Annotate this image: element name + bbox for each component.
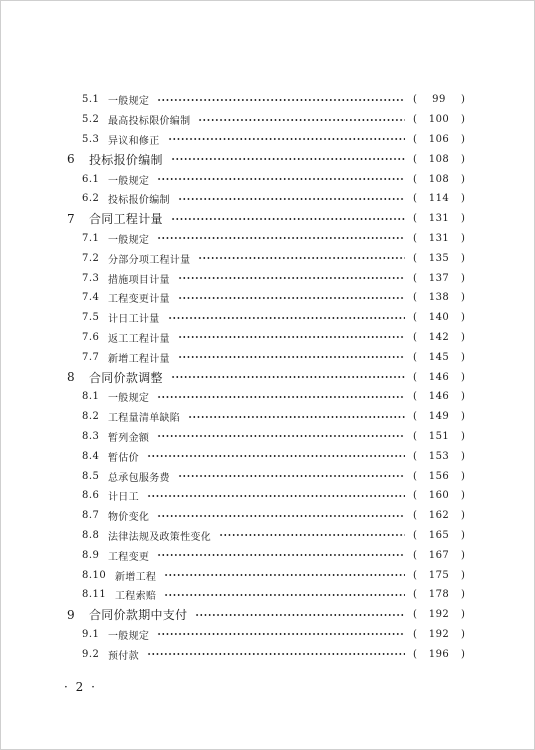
open-paren: ( <box>413 628 417 640</box>
toc-entry-number: 7.6 <box>82 331 100 343</box>
dot-leader <box>198 254 405 262</box>
toc-section-row <box>67 328 467 348</box>
toc-section-row <box>67 526 467 546</box>
open-paren: ( <box>413 252 417 264</box>
toc-page-number: 137 <box>428 272 450 284</box>
close-paren: ) <box>461 94 465 106</box>
close-paren: ) <box>461 648 465 660</box>
open-paren: ( <box>413 232 417 244</box>
toc-entry-number: 6.2 <box>82 193 100 205</box>
close-paren: ) <box>461 173 465 185</box>
toc-entry-number: 7.4 <box>82 292 100 304</box>
dot-leader <box>178 472 405 480</box>
toc-page-number: 106 <box>428 133 450 145</box>
dot-leader <box>157 175 405 183</box>
toc-section-row <box>67 288 467 308</box>
close-paren: ) <box>461 549 465 561</box>
close-paren: ) <box>461 391 465 403</box>
dot-leader <box>188 413 405 421</box>
toc-page-number: 100 <box>428 114 450 126</box>
toc-page-reference <box>411 352 467 363</box>
toc-entry-number: 6.1 <box>82 173 100 185</box>
toc-page-reference <box>411 391 467 402</box>
toc-page-number: 162 <box>428 510 450 522</box>
toc-page-number: 165 <box>428 529 450 541</box>
open-paren: ( <box>413 470 417 482</box>
toc-page-reference <box>411 312 467 323</box>
toc-entry-number: 8.9 <box>82 549 100 561</box>
close-paren: ) <box>461 114 465 126</box>
close-paren: ) <box>461 589 465 601</box>
toc-page-number: 175 <box>428 569 450 581</box>
toc-entry-number: 8.10 <box>82 569 107 581</box>
open-paren: ( <box>413 609 417 621</box>
toc-page-number: 131 <box>428 213 450 225</box>
toc-page-reference <box>411 411 467 422</box>
toc-entry-number: 7.2 <box>82 252 100 264</box>
toc-page-number: 142 <box>428 331 450 343</box>
toc-page-reference <box>411 451 467 462</box>
toc-page-number: 178 <box>428 589 450 601</box>
toc-entry-number: 7.3 <box>82 272 100 284</box>
toc-page-number: 149 <box>428 411 450 423</box>
dot-leader <box>198 116 405 124</box>
toc-page-reference <box>411 490 467 501</box>
open-paren: ( <box>413 430 417 442</box>
toc-chapter-row <box>67 209 467 229</box>
toc-entry-title: 一般规定 <box>108 630 150 642</box>
toc-entry-number: 6 <box>67 152 76 167</box>
toc-page-reference <box>411 570 467 581</box>
toc-page-number: 153 <box>428 450 450 462</box>
toc-section-row <box>67 427 467 447</box>
toc-entry-title: 合同工程计量 <box>89 212 163 227</box>
toc-page-number: 135 <box>428 252 450 264</box>
toc-page-reference <box>411 154 467 165</box>
toc-entry-number: 8.3 <box>82 430 100 442</box>
toc-page-reference <box>411 609 467 620</box>
toc-entry-title: 合同价款期中支付 <box>89 608 188 623</box>
toc-entry-title: 计日工 <box>108 492 139 504</box>
dot-leader <box>157 234 405 242</box>
toc-entry-number: 8.6 <box>82 490 100 502</box>
toc-entry-title: 法律法规及政策性变化 <box>108 531 211 543</box>
toc-section-row <box>67 625 467 645</box>
toc-entry-title: 一般规定 <box>108 96 150 108</box>
toc-entry-title: 返工工程计量 <box>108 333 170 345</box>
open-paren: ( <box>413 173 417 185</box>
toc-page-reference <box>411 253 467 264</box>
toc-page-reference <box>411 174 467 185</box>
toc-entry-title: 一般规定 <box>108 393 150 405</box>
open-paren: ( <box>413 114 417 126</box>
toc-page-number: 108 <box>428 173 450 185</box>
toc-chapter-row <box>67 149 467 169</box>
close-paren: ) <box>461 430 465 442</box>
toc-page-reference <box>411 134 467 145</box>
close-paren: ) <box>461 153 465 165</box>
toc-section-row <box>67 110 467 130</box>
open-paren: ( <box>413 153 417 165</box>
dot-leader <box>164 571 405 579</box>
toc-page-reference <box>411 233 467 244</box>
toc-page-number: 146 <box>428 391 450 403</box>
close-paren: ) <box>461 510 465 522</box>
close-paren: ) <box>461 213 465 225</box>
close-paren: ) <box>461 490 465 502</box>
dot-leader <box>157 432 405 440</box>
toc-chapter-row <box>67 605 467 625</box>
open-paren: ( <box>413 272 417 284</box>
close-paren: ) <box>461 312 465 324</box>
toc-section-row <box>67 644 467 664</box>
toc-page-number: 145 <box>428 351 450 363</box>
toc-entry-title: 暂列金额 <box>108 432 150 444</box>
dot-leader <box>157 551 405 559</box>
toc-section-row <box>67 189 467 209</box>
dot-leader <box>171 155 405 163</box>
toc-section-row <box>67 545 467 565</box>
close-paren: ) <box>461 133 465 145</box>
close-paren: ) <box>461 411 465 423</box>
toc-page-number: 146 <box>428 371 450 383</box>
page-number: · 2 · <box>64 680 97 694</box>
toc-page-number: 192 <box>428 609 450 621</box>
open-paren: ( <box>413 450 417 462</box>
open-paren: ( <box>413 312 417 324</box>
close-paren: ) <box>461 609 465 621</box>
toc-entry-title: 最高投标限价编制 <box>108 116 191 128</box>
dot-leader <box>171 215 405 223</box>
toc-entry-number: 8.2 <box>82 411 100 423</box>
toc-chapter-row <box>67 367 467 387</box>
open-paren: ( <box>413 292 417 304</box>
toc-page-number: 140 <box>428 312 450 324</box>
dot-leader <box>178 274 405 282</box>
toc-page-number: 99 <box>432 94 446 106</box>
toc-section-row <box>67 565 467 585</box>
open-paren: ( <box>413 510 417 522</box>
toc-page-reference <box>411 213 467 224</box>
open-paren: ( <box>413 331 417 343</box>
toc-entry-title: 一般规定 <box>108 175 150 187</box>
toc-entry-number: 8.7 <box>82 510 100 522</box>
dot-leader <box>178 294 405 302</box>
toc-section-row <box>67 506 467 526</box>
table-of-contents <box>67 90 467 664</box>
toc-entry-number: 7.1 <box>82 232 100 244</box>
dot-leader <box>157 630 405 638</box>
toc-page-number: 131 <box>428 232 450 244</box>
open-paren: ( <box>413 411 417 423</box>
open-paren: ( <box>413 569 417 581</box>
toc-page-reference <box>411 273 467 284</box>
dot-leader <box>147 650 405 658</box>
close-paren: ) <box>461 371 465 383</box>
toc-page-reference <box>411 649 467 660</box>
toc-page-number: 138 <box>428 292 450 304</box>
close-paren: ) <box>461 292 465 304</box>
toc-entry-number: 7.7 <box>82 351 100 363</box>
dot-leader <box>164 591 405 599</box>
open-paren: ( <box>413 589 417 601</box>
toc-page-number: 192 <box>428 628 450 640</box>
toc-section-row <box>67 268 467 288</box>
toc-section-row <box>67 130 467 150</box>
dot-leader <box>168 314 406 322</box>
open-paren: ( <box>413 648 417 660</box>
close-paren: ) <box>461 470 465 482</box>
close-paren: ) <box>461 252 465 264</box>
toc-entry-title: 工程变更 <box>108 551 150 563</box>
dot-leader <box>178 333 405 341</box>
toc-page-reference <box>411 550 467 561</box>
toc-page-reference <box>411 292 467 303</box>
close-paren: ) <box>461 272 465 284</box>
toc-section-row <box>67 347 467 367</box>
toc-entry-number: 8 <box>67 370 76 385</box>
toc-entry-title: 总承包服务费 <box>108 472 170 484</box>
toc-section-row <box>67 446 467 466</box>
toc-entry-number: 7 <box>67 211 76 226</box>
toc-entry-number: 8.8 <box>82 529 100 541</box>
close-paren: ) <box>461 529 465 541</box>
toc-section-row <box>67 585 467 605</box>
toc-page-number: 151 <box>428 430 450 442</box>
dot-leader <box>195 611 405 619</box>
open-paren: ( <box>413 529 417 541</box>
open-paren: ( <box>413 549 417 561</box>
open-paren: ( <box>413 371 417 383</box>
toc-page-number: 167 <box>428 549 450 561</box>
close-paren: ) <box>461 232 465 244</box>
toc-page-number: 108 <box>428 153 450 165</box>
toc-page-number: 160 <box>428 490 450 502</box>
toc-entry-title: 物价变化 <box>108 512 150 524</box>
toc-entry-title: 投标报价编制 <box>89 152 163 167</box>
close-paren: ) <box>461 628 465 640</box>
dot-leader <box>157 393 405 401</box>
toc-page-reference <box>411 530 467 541</box>
toc-entry-number: 8.5 <box>82 470 100 482</box>
toc-entry-number: 9 <box>67 607 76 622</box>
toc-entry-title: 工程变更计量 <box>108 294 170 306</box>
open-paren: ( <box>413 94 417 106</box>
toc-section-row <box>67 466 467 486</box>
dot-leader <box>168 135 406 143</box>
dot-leader <box>171 373 405 381</box>
toc-entry-title: 分部分项工程计量 <box>108 254 191 266</box>
toc-page-reference <box>411 629 467 640</box>
toc-page-reference <box>411 510 467 521</box>
dot-leader <box>157 96 405 104</box>
close-paren: ) <box>461 569 465 581</box>
toc-page-reference <box>411 372 467 383</box>
toc-entry-title: 预付款 <box>108 650 139 662</box>
toc-page-reference <box>411 332 467 343</box>
toc-section-row <box>67 169 467 189</box>
open-paren: ( <box>413 490 417 502</box>
toc-section-row <box>67 486 467 506</box>
toc-entry-title: 工程索赔 <box>115 591 157 603</box>
toc-page-reference <box>411 193 467 204</box>
toc-page-reference <box>411 589 467 600</box>
close-paren: ) <box>461 351 465 363</box>
close-paren: ) <box>461 331 465 343</box>
toc-page-reference <box>411 471 467 482</box>
toc-page-reference <box>411 114 467 125</box>
toc-entry-title: 新增工程计量 <box>108 353 170 365</box>
toc-entry-number: 8.11 <box>82 589 107 601</box>
close-paren: ) <box>461 193 465 205</box>
toc-section-row <box>67 387 467 407</box>
toc-entry-title: 计日工计量 <box>108 314 160 326</box>
toc-entry-number: 5.1 <box>82 94 100 106</box>
toc-entry-number: 9.2 <box>82 648 100 660</box>
toc-section-row <box>67 90 467 110</box>
open-paren: ( <box>413 351 417 363</box>
toc-entry-title: 一般规定 <box>108 234 150 246</box>
open-paren: ( <box>413 193 417 205</box>
open-paren: ( <box>413 213 417 225</box>
toc-entry-title: 投标报价编制 <box>108 195 170 207</box>
toc-section-row <box>67 407 467 427</box>
toc-entry-title: 措施项目计量 <box>108 274 170 286</box>
toc-entry-number: 9.1 <box>82 628 100 640</box>
toc-page-number: 196 <box>428 648 450 660</box>
close-paren: ) <box>461 450 465 462</box>
toc-entry-number: 8.1 <box>82 391 100 403</box>
toc-page-reference <box>411 94 467 105</box>
toc-entry-number: 8.4 <box>82 450 100 462</box>
open-paren: ( <box>413 391 417 403</box>
toc-page-number: 156 <box>428 470 450 482</box>
dot-leader <box>178 195 405 203</box>
toc-section-row <box>67 308 467 328</box>
toc-section-row <box>67 229 467 249</box>
toc-entry-title: 暂估价 <box>108 452 139 464</box>
dot-leader <box>147 492 405 500</box>
toc-entry-title: 异议和修正 <box>108 135 160 147</box>
dot-leader <box>147 452 405 460</box>
toc-entry-number: 7.5 <box>82 312 100 324</box>
dot-leader <box>219 531 405 539</box>
toc-entry-title: 新增工程 <box>115 571 157 583</box>
toc-section-row <box>67 248 467 268</box>
toc-entry-number: 5.2 <box>82 114 100 126</box>
toc-entry-title: 合同价款调整 <box>89 370 163 385</box>
dot-leader <box>157 512 405 520</box>
toc-page-reference <box>411 431 467 442</box>
toc-page-number: 114 <box>428 193 450 205</box>
toc-entry-title: 工程量清单缺陷 <box>108 413 181 425</box>
toc-entry-number: 5.3 <box>82 133 100 145</box>
dot-leader <box>178 353 405 361</box>
open-paren: ( <box>413 133 417 145</box>
